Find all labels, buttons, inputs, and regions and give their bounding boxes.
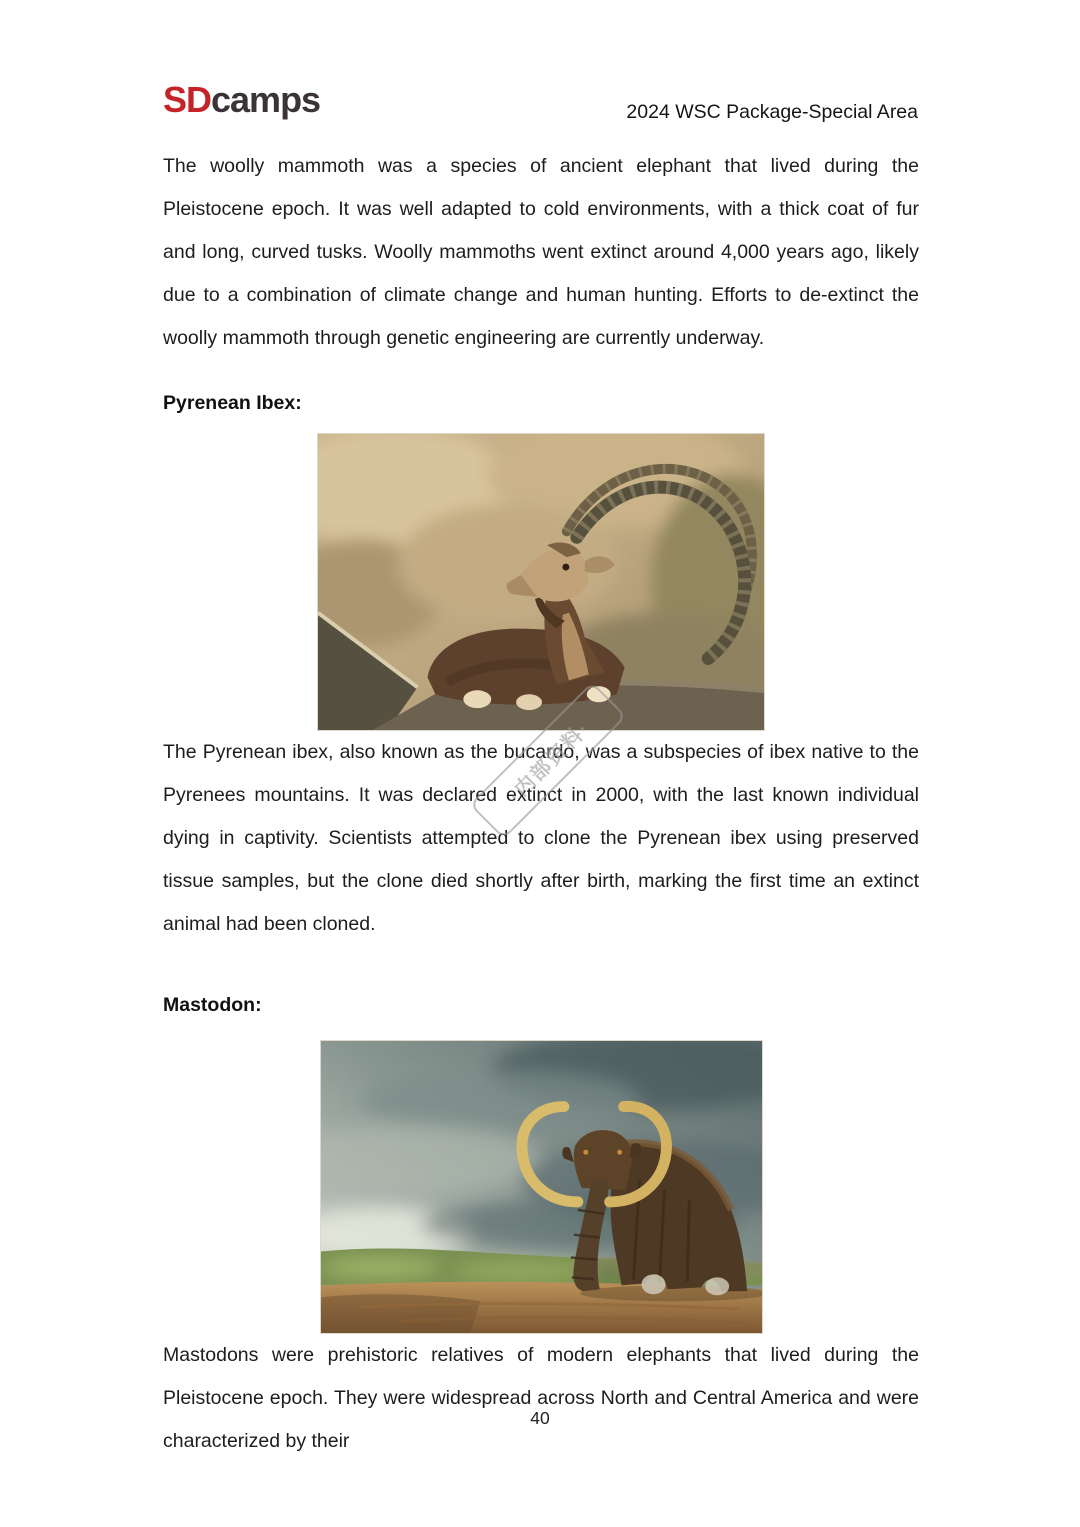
paragraph-pyrenean-ibex: The Pyrenean ibex, also known as the bucardo, was a subspecies of ibex native to the Pyrenees mountains. It was declared extinct in 2000, with the last known individual dying in captivity. Scientists attempted to clone the Pyrenean ibex using preserved tissue samples, but the clone died shortly after birth, marking the first time an extinct animal had been cloned. — [163, 741, 919, 935]
mastodon-photo-illustration — [321, 1041, 762, 1333]
watermark-stamp: ·内部资料· — [469, 682, 627, 840]
mastodon-photo — [320, 1040, 763, 1334]
page-header — [163, 79, 918, 123]
paragraph-woolly-mammoth: The woolly mammoth was a species of ancient elephant that lived during the Pleistocene epoch. It was well adapted to cold environments, with a thick coat of fur and long, curved tusks. Woolly mammoths went extinct around 4,000 years ago, likely due to a combination of climate change and human hunting. Efforts to de-extinct the woolly mammoth through genetic engineering are currently underway. — [163, 155, 919, 349]
brand-logo — [163, 79, 321, 120]
document-body — [163, 145, 919, 1463]
logo-camps: camps — [211, 79, 321, 120]
heading-pyrenean-ibex: Pyrenean Ibex: — [163, 392, 302, 414]
paragraph-mastodon: Mastodons were prehistoric relatives of modern elephants that lived during the Pleistocene epoch. They were widespread across North and Central America and were characterized by their — [163, 1344, 919, 1452]
page-number: 40 — [530, 1408, 550, 1428]
ibex-photo — [317, 433, 765, 731]
heading-mastodon: Mastodon: — [163, 994, 262, 1016]
header-title: 2024 WSC Package-Special Area — [626, 101, 918, 123]
ibex-photo-illustration — [318, 434, 764, 730]
logo-sd: SD — [163, 79, 212, 120]
